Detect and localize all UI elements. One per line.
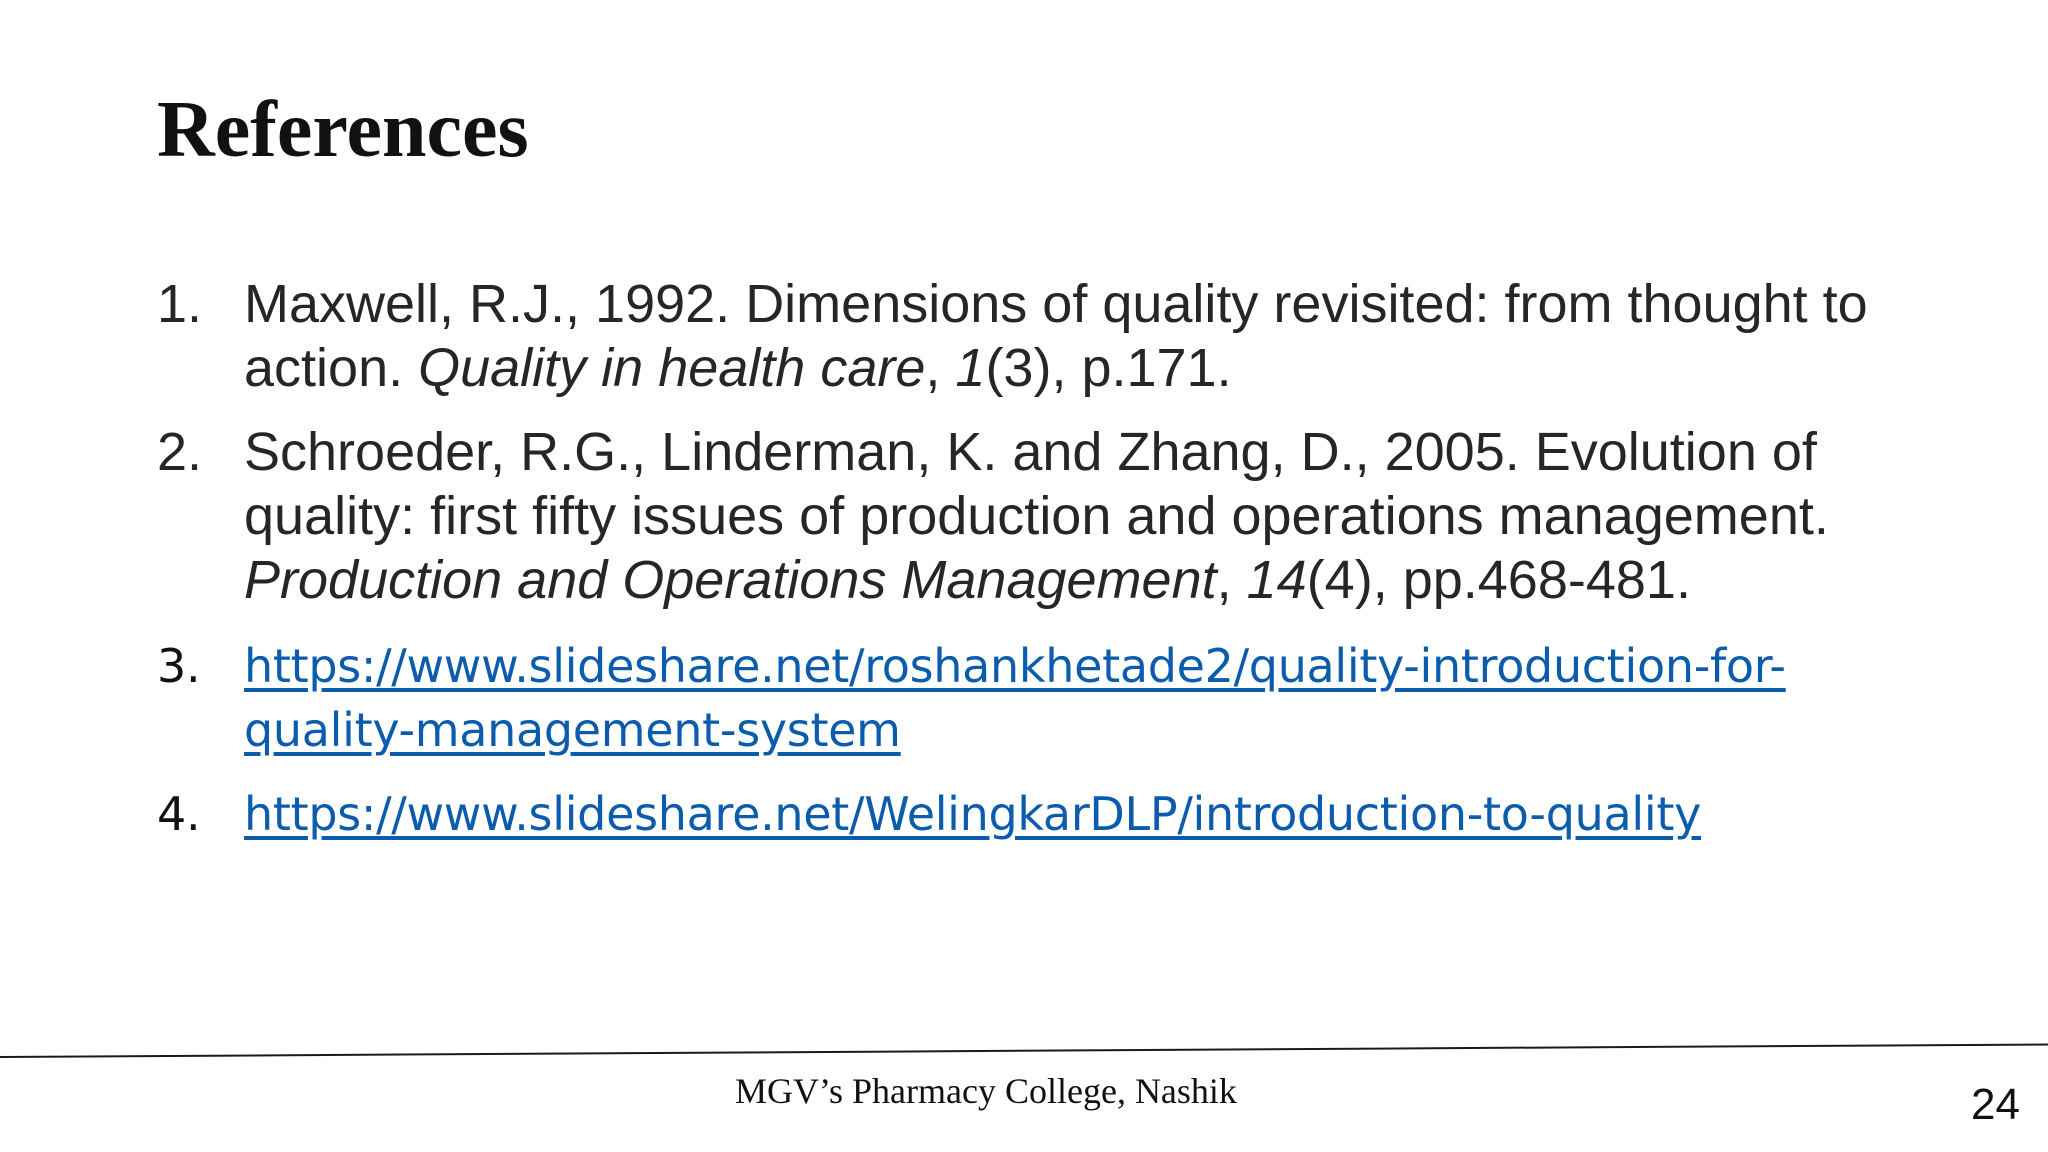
reference-text: Schroeder, R.G., Linderman, K. and Zhang, D., 2005. Evolution of quality: first fifty issues of production and operations management.	[244, 422, 1829, 546]
reference-number: 4.	[157, 787, 201, 841]
reference-volume: 14	[1246, 550, 1307, 610]
reference-journal: Quality in health care	[418, 338, 926, 398]
reference-item-2	[157, 420, 1877, 612]
footer-college-name: MGV’s Pharmacy College, Nashik	[735, 1071, 1237, 1111]
reference-separator: ,	[1216, 550, 1247, 610]
reference-volume: 1	[955, 338, 986, 398]
references-list	[157, 272, 1877, 846]
reference-journal: Production and Operations Management	[244, 550, 1217, 610]
reference-number: 1.	[157, 274, 203, 334]
reference-issue-pages: (4), pp.468-481.	[1306, 550, 1691, 610]
reference-text: Maxwell, R.J., 1992. Dimensions of quality revisited: from thought to action.	[244, 274, 1868, 398]
reference-issue-pages: (3), p.171.	[985, 338, 1232, 398]
reference-link[interactable]: https://www.slideshare.net/WelingkarDLP/introduction-to-quality	[244, 787, 1701, 841]
reference-separator: ,	[925, 338, 956, 398]
reference-item-4	[157, 782, 1877, 846]
slide-title: References	[157, 86, 529, 174]
reference-number: 2.	[157, 422, 203, 482]
footer-divider	[0, 1043, 2048, 1058]
page-number: 24	[1971, 1080, 2020, 1129]
reference-item-1	[157, 272, 1877, 400]
reference-link[interactable]: https://www.slideshare.net/roshankhetade2/quality-introduction-for-quality-management-system	[244, 639, 1786, 757]
reference-number: 3.	[157, 639, 201, 693]
reference-item-3	[157, 634, 1877, 762]
